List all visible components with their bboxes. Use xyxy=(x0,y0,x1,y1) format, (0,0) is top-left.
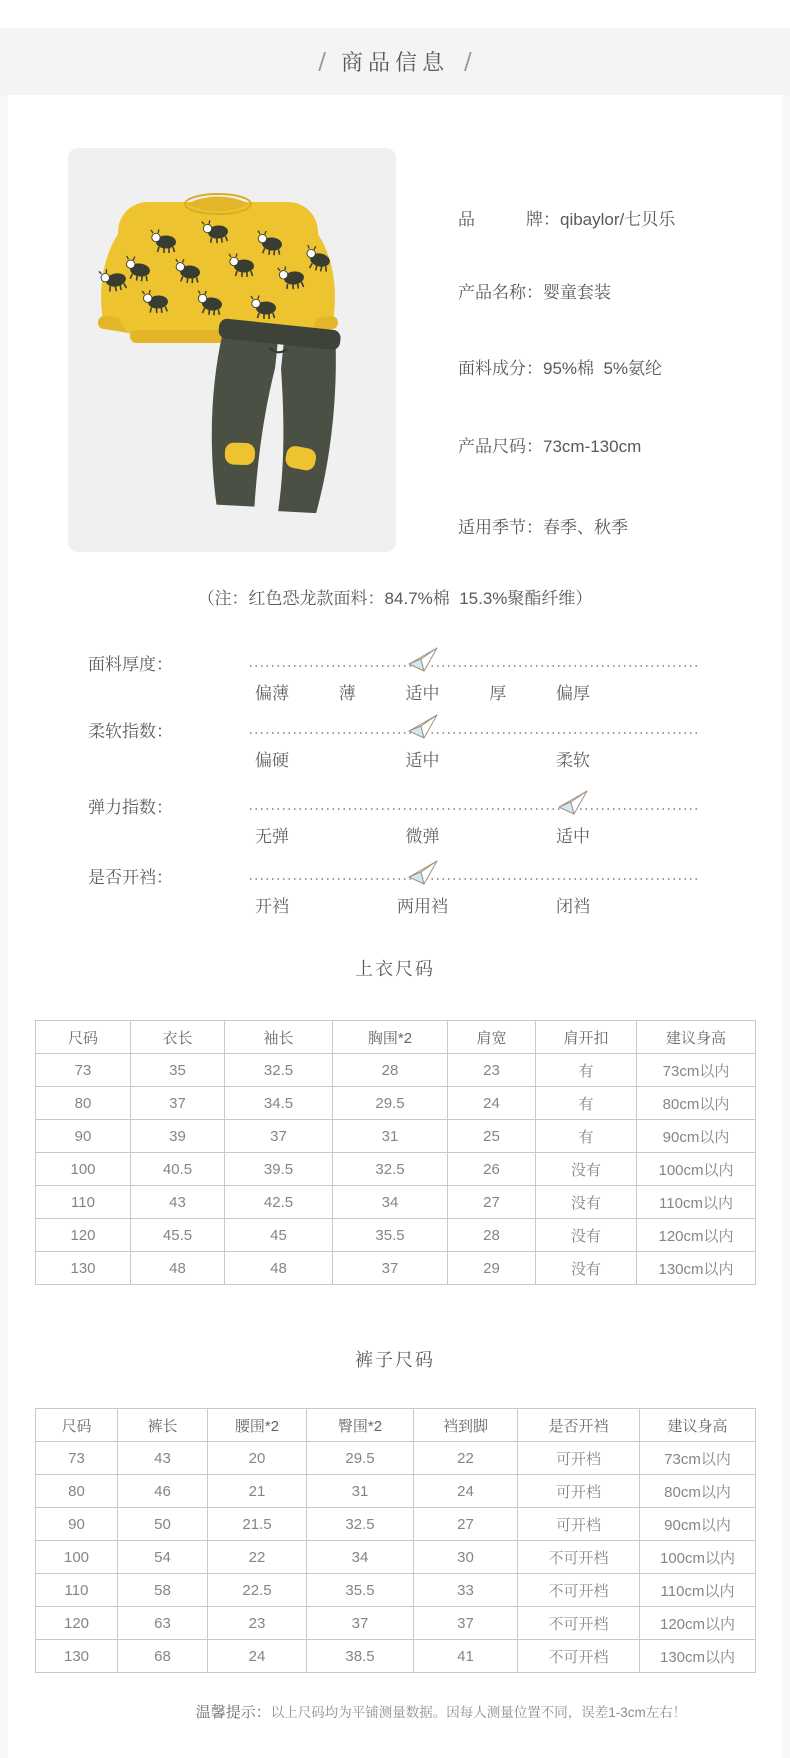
column-header: 是否开裆 xyxy=(518,1409,640,1442)
column-header: 肩宽 xyxy=(448,1021,536,1054)
table-cell: 120cm以内 xyxy=(637,1219,756,1252)
table-cell: 不可开档 xyxy=(518,1541,640,1574)
table-cell: 80 xyxy=(36,1475,118,1508)
scale-option: 偏厚 xyxy=(556,684,590,703)
spec-value: 春季、秋季 xyxy=(543,518,628,537)
table-cell: 90cm以内 xyxy=(640,1508,756,1541)
table-cell: 22 xyxy=(414,1442,518,1475)
table-cell: 110 xyxy=(36,1574,118,1607)
table-cell: 29.5 xyxy=(307,1442,414,1475)
table-cell: 73 xyxy=(36,1442,118,1475)
table-cell: 73cm以内 xyxy=(640,1442,756,1475)
column-header: 袖长 xyxy=(225,1021,333,1054)
table-cell: 34 xyxy=(307,1541,414,1574)
spec-value: 73cm-130cm xyxy=(543,437,642,456)
table-cell: 22 xyxy=(208,1541,307,1574)
table-cell: 48 xyxy=(225,1252,333,1285)
table-cell: 63 xyxy=(118,1607,208,1640)
table-cell: 120cm以内 xyxy=(640,1607,756,1640)
top-size-table-title: 上衣尺码 xyxy=(355,959,435,979)
table-cell: 110cm以内 xyxy=(637,1186,756,1219)
scale-track xyxy=(250,808,700,810)
table-row xyxy=(36,1475,756,1508)
sweatshirt-illustration xyxy=(97,194,339,343)
table-cell: 46 xyxy=(118,1475,208,1508)
scale-row xyxy=(0,788,790,858)
paper-plane-icon xyxy=(407,646,439,673)
scale-option: 开裆 xyxy=(255,897,289,916)
table-cell: 32.5 xyxy=(333,1153,448,1186)
table-cell: 58 xyxy=(118,1574,208,1607)
table-cell: 33 xyxy=(414,1574,518,1607)
table-cell: 73cm以内 xyxy=(637,1054,756,1087)
scale-row xyxy=(0,645,790,715)
column-header: 尺码 xyxy=(36,1409,118,1442)
scale-option: 适中 xyxy=(405,684,440,703)
spec-row xyxy=(458,357,662,381)
table-cell: 22.5 xyxy=(208,1574,307,1607)
table-cell: 48 xyxy=(131,1252,225,1285)
table-cell: 80 xyxy=(36,1087,131,1120)
table-cell: 45.5 xyxy=(131,1219,225,1252)
table-cell: 37 xyxy=(333,1252,448,1285)
scale-option: 薄 xyxy=(338,684,356,703)
table-cell: 有 xyxy=(536,1120,637,1153)
table-cell: 28 xyxy=(333,1054,448,1087)
column-header: 胸围*2 xyxy=(333,1021,448,1054)
scale-option: 闭裆 xyxy=(556,897,590,916)
table-row xyxy=(36,1087,756,1120)
paper-plane-icon xyxy=(407,713,439,740)
scale-option: 无弹 xyxy=(255,827,289,846)
table-cell: 54 xyxy=(118,1541,208,1574)
table-cell: 68 xyxy=(118,1640,208,1673)
product-photo-box xyxy=(68,148,396,552)
column-header: 裤长 xyxy=(118,1409,208,1442)
paper-plane-icon xyxy=(557,789,589,816)
table-cell: 100cm以内 xyxy=(640,1541,756,1574)
pants-size-table-title: 裤子尺码 xyxy=(355,1350,435,1370)
spec-value: 婴童套装 xyxy=(543,283,611,302)
pants-illustration xyxy=(201,318,343,516)
scale-row xyxy=(0,712,790,782)
product-photo xyxy=(68,148,396,552)
table-cell: 80cm以内 xyxy=(637,1087,756,1120)
table-cell: 不可开档 xyxy=(518,1640,640,1673)
table-cell: 130cm以内 xyxy=(640,1640,756,1673)
pants-size-table xyxy=(35,1408,756,1673)
scale-option: 适中 xyxy=(556,827,590,846)
paper-plane-icon xyxy=(407,859,439,886)
table-cell: 110 xyxy=(36,1186,131,1219)
table-cell: 没有 xyxy=(536,1219,637,1252)
table-cell: 32.5 xyxy=(225,1054,333,1087)
table-cell: 43 xyxy=(118,1442,208,1475)
table-cell: 50 xyxy=(118,1508,208,1541)
table-cell: 39 xyxy=(131,1120,225,1153)
spec-row xyxy=(458,281,611,305)
column-header: 腰围*2 xyxy=(208,1409,307,1442)
table-cell: 有 xyxy=(536,1054,637,1087)
table-cell: 没有 xyxy=(536,1252,637,1285)
table-cell: 38.5 xyxy=(307,1640,414,1673)
table-cell: 41 xyxy=(414,1640,518,1673)
table-row xyxy=(36,1120,756,1153)
scale-track xyxy=(250,878,700,880)
table-cell: 32.5 xyxy=(307,1508,414,1541)
table-header-row xyxy=(36,1409,756,1442)
scale-label: 面料厚度： xyxy=(88,655,173,674)
table-row xyxy=(36,1054,756,1087)
table-cell: 130 xyxy=(36,1252,131,1285)
column-header: 建议身高 xyxy=(637,1021,756,1054)
scale-option: 偏硬 xyxy=(255,751,289,770)
table-cell: 没有 xyxy=(536,1186,637,1219)
slash-decoration-right: / xyxy=(464,48,472,75)
table-cell: 可开档 xyxy=(518,1475,640,1508)
scale-option: 两用裆 xyxy=(397,897,448,916)
table-cell: 130cm以内 xyxy=(637,1252,756,1285)
spec-value: 95%棉 5%氨纶 xyxy=(543,359,663,378)
table-cell: 34 xyxy=(333,1186,448,1219)
column-header: 尺码 xyxy=(36,1021,131,1054)
table-cell: 110cm以内 xyxy=(640,1574,756,1607)
table-cell: 28 xyxy=(448,1219,536,1252)
table-cell: 42.5 xyxy=(225,1186,333,1219)
table-cell: 35.5 xyxy=(333,1219,448,1252)
table-header-row xyxy=(36,1021,756,1054)
table-cell: 73 xyxy=(36,1054,131,1087)
table-cell: 24 xyxy=(208,1640,307,1673)
scale-option: 厚 xyxy=(489,684,507,703)
table-cell: 有 xyxy=(536,1087,637,1120)
table-cell: 100cm以内 xyxy=(637,1153,756,1186)
scale-option: 微弹 xyxy=(405,827,440,846)
table-cell: 不可开档 xyxy=(518,1607,640,1640)
table-cell: 90 xyxy=(36,1508,118,1541)
table-cell: 35 xyxy=(131,1054,225,1087)
spec-label: 产品尺码： xyxy=(458,437,543,456)
scale-option: 适中 xyxy=(405,751,440,770)
table-cell: 45 xyxy=(225,1219,333,1252)
table-row xyxy=(36,1607,756,1640)
table-row xyxy=(36,1574,756,1607)
column-header: 臀围*2 xyxy=(307,1409,414,1442)
spec-label: 品 牌： xyxy=(458,210,560,229)
spec-label: 面料成分： xyxy=(458,359,543,378)
scale-label: 柔软指数： xyxy=(88,722,173,741)
footer-note-prefix: 温馨提示： xyxy=(195,1704,271,1721)
table-cell: 80cm以内 xyxy=(640,1475,756,1508)
scale-track xyxy=(250,665,700,667)
table-row xyxy=(36,1442,756,1475)
table-cell: 25 xyxy=(448,1120,536,1153)
table-row xyxy=(36,1153,756,1186)
column-header: 裆到脚 xyxy=(414,1409,518,1442)
scale-track xyxy=(250,732,700,734)
column-header: 衣长 xyxy=(131,1021,225,1054)
table-cell: 31 xyxy=(307,1475,414,1508)
spec-row xyxy=(458,516,628,540)
fabric-note: （注：红色恐龙款面料：84.7%棉 15.3%聚酯纤维） xyxy=(197,589,593,608)
table-cell: 130 xyxy=(36,1640,118,1673)
column-header: 肩开扣 xyxy=(536,1021,637,1054)
scale-label: 是否开裆： xyxy=(88,868,173,887)
spec-row xyxy=(458,435,641,459)
footer-note-text: 以上尺码均为平铺测量数据。因每人测量位置不同，误差1-3cm左右！ xyxy=(270,1705,687,1720)
page-title: 商品信息 xyxy=(340,50,449,75)
table-cell: 90 xyxy=(36,1120,131,1153)
table-cell: 100 xyxy=(36,1541,118,1574)
table-row xyxy=(36,1640,756,1673)
table-cell: 35.5 xyxy=(307,1574,414,1607)
spec-value: qibaylor/七贝乐 xyxy=(560,210,676,229)
table-cell: 37 xyxy=(225,1120,333,1153)
table-cell: 没有 xyxy=(536,1153,637,1186)
table-row xyxy=(36,1186,756,1219)
table-cell: 120 xyxy=(36,1607,118,1640)
table-cell: 37 xyxy=(307,1607,414,1640)
table-row xyxy=(36,1541,756,1574)
table-cell: 37 xyxy=(414,1607,518,1640)
header-band xyxy=(0,28,790,95)
scale-label: 弹力指数： xyxy=(88,798,173,817)
table-cell: 可开档 xyxy=(518,1442,640,1475)
table-cell: 20 xyxy=(208,1442,307,1475)
spec-label: 产品名称： xyxy=(458,283,543,302)
table-cell: 21 xyxy=(208,1475,307,1508)
table-cell: 100 xyxy=(36,1153,131,1186)
table-cell: 27 xyxy=(448,1186,536,1219)
table-cell: 23 xyxy=(448,1054,536,1087)
table-cell: 37 xyxy=(131,1087,225,1120)
table-cell: 34.5 xyxy=(225,1087,333,1120)
spec-label: 适用季节： xyxy=(458,518,543,537)
table-cell: 40.5 xyxy=(131,1153,225,1186)
table-cell: 不可开档 xyxy=(518,1574,640,1607)
table-cell: 21.5 xyxy=(208,1508,307,1541)
table-row xyxy=(36,1219,756,1252)
table-cell: 可开档 xyxy=(518,1508,640,1541)
scale-option: 偏薄 xyxy=(255,684,289,703)
table-cell: 31 xyxy=(333,1120,448,1153)
table-cell: 24 xyxy=(414,1475,518,1508)
column-header: 建议身高 xyxy=(640,1409,756,1442)
scale-row xyxy=(0,858,790,928)
footer-note xyxy=(0,1701,790,1722)
table-cell: 43 xyxy=(131,1186,225,1219)
table-cell: 26 xyxy=(448,1153,536,1186)
table-cell: 23 xyxy=(208,1607,307,1640)
top-size-table xyxy=(35,1020,756,1285)
table-cell: 39.5 xyxy=(225,1153,333,1186)
table-cell: 120 xyxy=(36,1219,131,1252)
table-cell: 27 xyxy=(414,1508,518,1541)
table-row xyxy=(36,1252,756,1285)
scale-option: 柔软 xyxy=(556,751,590,770)
slash-decoration-left: / xyxy=(318,48,326,75)
table-cell: 29 xyxy=(448,1252,536,1285)
table-cell: 29.5 xyxy=(333,1087,448,1120)
table-row xyxy=(36,1508,756,1541)
table-cell: 24 xyxy=(448,1087,536,1120)
spec-row xyxy=(458,208,675,232)
table-cell: 90cm以内 xyxy=(637,1120,756,1153)
table-cell: 30 xyxy=(414,1541,518,1574)
